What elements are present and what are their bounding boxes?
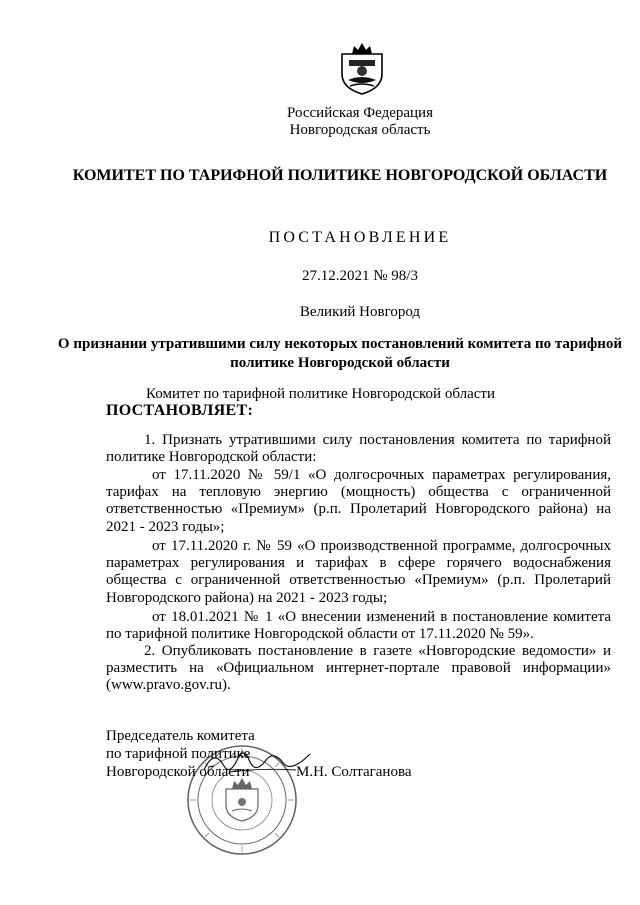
item-1-sub-1: от 17.11.2020 № 59/1 «О долгосрочных параметрах регулирования, тарифах на тепловую энергию (мощность) общества с ограниченной ответственностью «Премиум» (р.п. Пролетарий Новгородского района) на 2021 - 2023 годы»; (106, 467, 611, 535)
signer-title-line-2: по тарифной политике (106, 746, 251, 762)
item-2-paragraph: 2. Опубликовать постановление в газете «Новгородские ведомости» и разместить на «Официальном интернет-портале правовой информации» (www.pravo.gov.ru). (106, 643, 611, 694)
item-1-paragraph: 1. Признать утратившими силу постановления комитета по тарифной политике Новгородской области: (106, 432, 611, 466)
coat-of-arms-icon (336, 40, 388, 96)
document-type: ПОСТАНОВЛЕНИЕ (268, 229, 452, 246)
item-1-sub-3: от 18.01.2021 № 1 «О внесении изменений в постановление комитета по тарифной политике Новгородской области от 17.11.2020 № 59». (106, 609, 611, 643)
committee-name: КОМИТЕТ ПО ТАРИФНОЙ ПОЛИТИКЕ НОВГОРОДСКОЙ ОБЛАСТИ (72, 167, 608, 184)
item-1-sub-2: от 17.11.2020 г. № 59 «О производственной программе, долгосрочных параметрах регулирования и тарифах в сфере горячего водоснабжения общества с ограниченной ответственностью «Премиум» (р.п. Пролетарий Новгородского района) на 2021 - 2023 годы; (106, 538, 611, 606)
signer-title-line-3: Новгородской области (106, 764, 250, 780)
region-name: Новгородская область (289, 122, 431, 138)
document-date-number: 27.12.2021 № 98/3 (302, 268, 418, 284)
signer-name: М.Н. Солтаганова (296, 764, 412, 780)
decree-heading: ПОСТАНОВЛЯЕТ: (106, 402, 254, 419)
document-title: О признании утратившими силу некоторых постановлений комитета по тарифной политике Новгородской области (57, 336, 623, 371)
intro-paragraph: Комитет по тарифной политике Новгородской области (146, 386, 495, 402)
country-name: Российская Федерация (287, 105, 433, 121)
signer-title-line-1: Председатель комитета (106, 728, 255, 744)
document-city: Великий Новгород (299, 304, 421, 320)
